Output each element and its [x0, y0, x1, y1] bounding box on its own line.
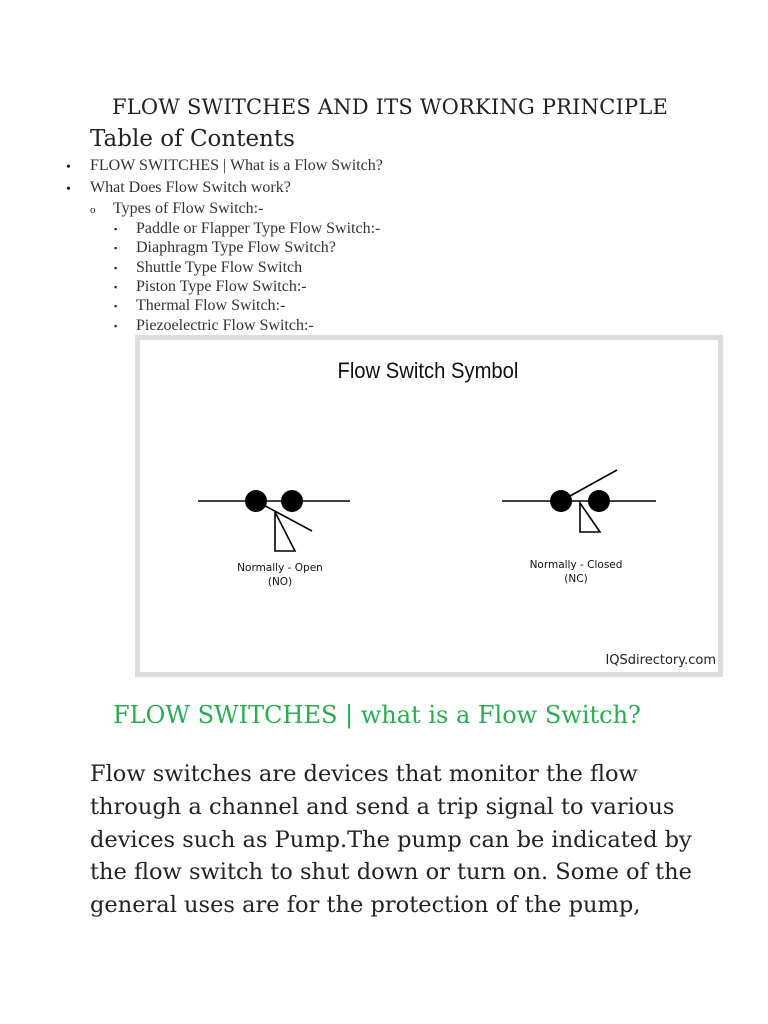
- page-title: FLOW SWITCHES AND ITS WORKING PRINCIPLE: [111, 95, 669, 119]
- bullet-square-icon: ▪: [114, 321, 118, 331]
- figure-title: Flow Switch Symbol: [337, 359, 519, 384]
- bullet-square-icon: ▪: [114, 224, 118, 234]
- bullet-square-icon: ▪: [114, 282, 118, 292]
- toc-link-what-is-flow-switch[interactable]: FLOW SWITCHES | What is a Flow Switch?: [90, 157, 383, 174]
- normally-open-symbol: [198, 490, 350, 551]
- toc-link-piston-type[interactable]: Piston Type Flow Switch:-: [136, 278, 307, 295]
- normally-closed-abbr: (NC): [564, 573, 588, 585]
- normally-closed-symbol: [502, 470, 656, 532]
- flow-switch-symbol-diagram: [140, 340, 718, 672]
- iqs-directory-watermark: IQSdirectory.com: [605, 653, 716, 668]
- flow-switch-symbol-figure: [135, 335, 723, 677]
- toc-link-diaphragm-type[interactable]: Diaphragm Type Flow Switch?: [136, 239, 336, 256]
- toc-link-types-of-flow-switch[interactable]: Types of Flow Switch:-: [113, 200, 264, 217]
- toc-link-shuttle-type[interactable]: Shuttle Type Flow Switch: [136, 259, 303, 276]
- body-paragraph: Flow switches are devices that monitor the flow through a channel and send a trip signal to various devices such as Pump.The pump can be indicated by the flow switch to shut down or turn on. Some of the general uses are for the protection of the pump,: [90, 761, 692, 919]
- bullet-square-icon: ▪: [114, 263, 118, 273]
- toc-link-paddle-type[interactable]: Paddle or Flapper Type Flow Switch:-: [136, 220, 381, 237]
- bullet-circle-icon: o: [90, 204, 96, 216]
- bullet-square-icon: ▪: [114, 301, 118, 311]
- section-heading: FLOW SWITCHES | what is a Flow Switch?: [113, 701, 641, 729]
- bullet-dot-icon: •: [66, 160, 71, 175]
- toc-link-how-flow-switch-works[interactable]: What Does Flow Switch work?: [90, 179, 291, 196]
- toc-heading: Table of Contents: [90, 126, 295, 152]
- bullet-square-icon: ▪: [114, 243, 118, 253]
- bullet-dot-icon: •: [66, 182, 71, 197]
- toc-link-piezoelectric-type[interactable]: Piezoelectric Flow Switch:-: [136, 317, 314, 334]
- toc-link-thermal-type[interactable]: Thermal Flow Switch:-: [136, 297, 286, 314]
- normally-open-abbr: (NO): [267, 576, 293, 588]
- normally-open-label: Normally - Open: [237, 562, 323, 574]
- normally-closed-label: Normally - Closed: [529, 559, 623, 571]
